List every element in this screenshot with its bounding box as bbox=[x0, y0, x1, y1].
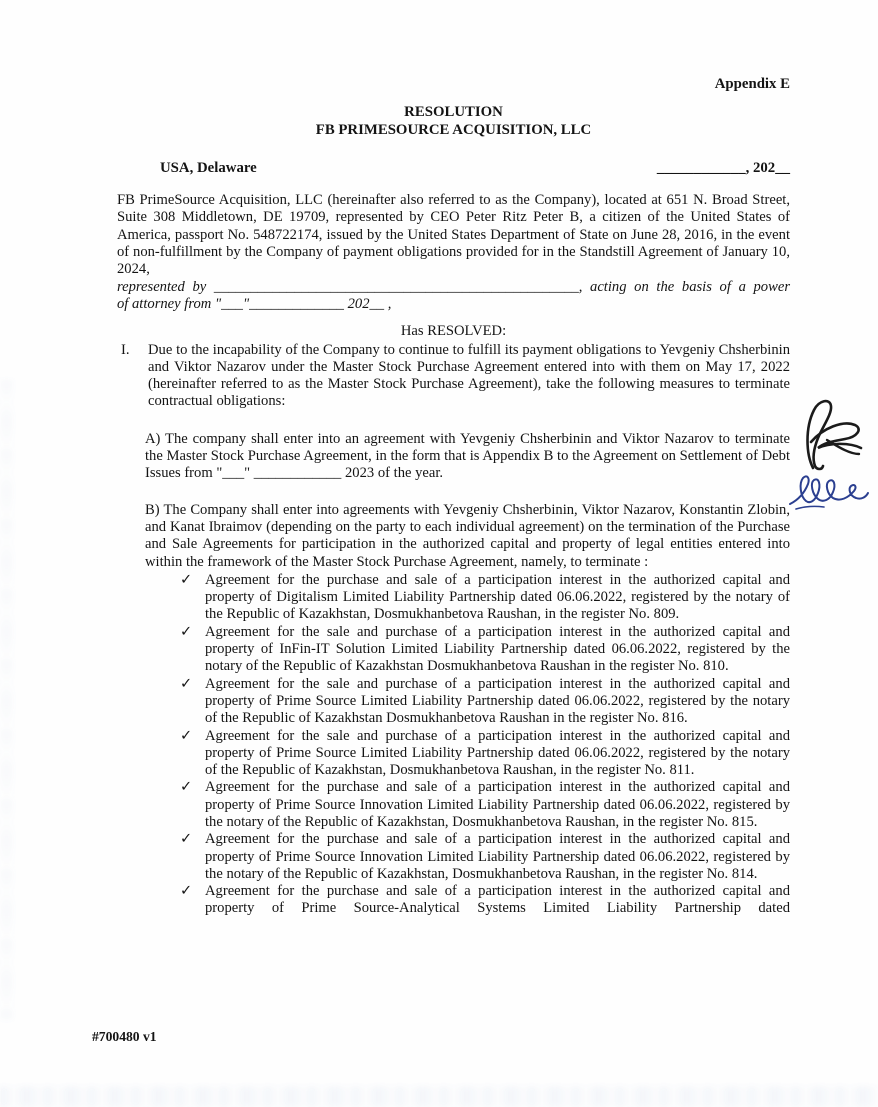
paragraph-A: A) The company shall enter into an agreement with Yevgeniy Chsherbinin and Viktor Nazarov to terminate the Master Stock Purchase Agreement, in the form that is Appendix B to the Agreement on Settlement of Debt Issues from "___" ____________ 2023 of the year. bbox=[145, 430, 790, 482]
termination-checklist bbox=[117, 572, 790, 918]
checklist-item-text: Agreement for the sale and purchase of a participation interest in the authorized capital and property of Prime Source Limited Liability Partnership dated 06.06.2022, registered by the notary of the Republic of Kazakhstan, Dosmukhanbetova Raushan, in the register No. 811. bbox=[205, 727, 790, 779]
resolved-heading: Has RESOLVED: bbox=[400, 323, 507, 340]
checklist-item bbox=[117, 831, 790, 883]
checklist-item-text: Agreement for the purchase and sale of a participation interest in the authorized capital and property of Prime Source Innovation Limited Liability Partnership dated 06.06.2022, registered by the notary of the Republic of Kazakhstan, Dosmukhanbetova Raushan, in the register No. 814. bbox=[205, 831, 790, 882]
checklist-item-text: Agreement for the sale and purchase of a participation interest in the authorized capital and property of InFin-IT Solution Limited Liability Partnership dated 06.06.2022, registered by the notary of the Republic of Kazakhstan Dosmukhanbetova Raushan in the register No. 810. bbox=[205, 623, 790, 675]
scan-artifact-bottom bbox=[0, 1086, 878, 1107]
scan-artifact-left bbox=[0, 380, 13, 1020]
checkmark-icon: ✓ bbox=[180, 779, 193, 796]
power-of-attorney-line: of attorney from "___"_____________ 202__ , bbox=[117, 295, 392, 312]
checklist-item-text: Agreement for the sale and purchase of a participation interest in the authorized capital and property of Prime Source Limited Liability Partnership dated 06.06.2022, registered by the notary of the Republic of Kazakhstan Dosmukhanbetova Raushan in the register No. 816. bbox=[205, 675, 790, 727]
checklist-item-text: Agreement for the purchase and sale of a participation interest in the authorized capital and property of Prime Source-Analytical Systems Limited Liability Partnership dated bbox=[205, 883, 790, 917]
item-text: Due to the incapability of the Company to continue to fulfill its payment obligations to Yevgeniy Chsherbinin and Viktor Nazarov under the Master Stock Purchase Agreement entered into with them on May 17, 2022 (hereinafter referred to as the Master Stock Purchase Agreement), take the following measures to terminate contractual obligations: bbox=[148, 341, 790, 410]
document-title bbox=[117, 104, 790, 139]
checkmark-icon: ✓ bbox=[180, 727, 193, 744]
date-blank: ____________, 202__ bbox=[656, 159, 790, 176]
appendix-label: Appendix E bbox=[714, 76, 790, 92]
document-reference-number: #700480 v1 bbox=[92, 1029, 157, 1044]
checklist-item bbox=[117, 624, 790, 676]
checkmark-icon: ✓ bbox=[180, 571, 193, 588]
checkmark-icon: ✓ bbox=[180, 623, 193, 640]
checklist-item bbox=[117, 572, 790, 624]
title-line-2: FB PRIMESOURCE ACQUISITION, LLC bbox=[315, 121, 592, 138]
checklist-item-text: Agreement for the purchase and sale of a participation interest in the authorized capital and property of Prime Source Innovation Limited Liability Partnership dated 06.06.2022, registered by the notary of the Republic of Kazakhstan, Dosmukhanbetova Raushan, in the register No. 815. bbox=[205, 779, 790, 830]
handwritten-initials-black-icon bbox=[797, 398, 871, 474]
checklist-item bbox=[117, 883, 790, 918]
title-line-1: RESOLUTION bbox=[404, 104, 503, 121]
resolution-item-I bbox=[117, 342, 790, 411]
checkmark-icon: ✓ bbox=[180, 831, 193, 848]
represented-by-line: represented by __________________________________________________, acting on the basis of a power bbox=[117, 278, 790, 295]
jurisdiction-label: USA, Delaware bbox=[160, 159, 257, 176]
place-date-row bbox=[117, 160, 790, 177]
checklist-item bbox=[117, 779, 790, 831]
checklist-item bbox=[117, 728, 790, 780]
paragraph-B: B) The Company shall enter into agreements with Yevgeniy Chsherbinin, Viktor Nazarov, Konstantin Zlobin, and Kanat Ibraimov (depending on the party to each individual agreement) on the termination of the Purchase and Sale Agreements for participation in the authorized capital and property of legal entities entered into within the framework of the Master Stock Purchase Agreement, namely, to terminate : bbox=[145, 501, 790, 570]
checkmark-icon: ✓ bbox=[180, 675, 193, 692]
checklist-item-text: Agreement for the purchase and sale of a participation interest in the authorized capital and property of Digitalism Limited Liability Partnership dated 06.06.2022, registered by the notary of the Republic of Kazakhstan, Dosmukhanbetova Raushan, in the register No. 809. bbox=[205, 571, 790, 623]
intro-paragraph: FB PrimeSource Acquisition, LLC (hereinafter also referred to as the Company), located at 651 N. Broad Street, Suite 308 Middletown, DE 19709, represented by CEO Peter Ritz Peter B, a citizen of the United States of America, passport No. 548722174, issued by the United States Department of State on June 28, 2016, in the event of non-fulfillment by the Company of payment obligations provided for in the Standstill Agreement of January 10, 2024, bbox=[117, 192, 790, 278]
checklist-item bbox=[117, 676, 790, 728]
checkmark-icon: ✓ bbox=[180, 883, 193, 900]
handwritten-signature-blue-icon bbox=[786, 468, 870, 512]
item-number: I. bbox=[121, 341, 130, 358]
